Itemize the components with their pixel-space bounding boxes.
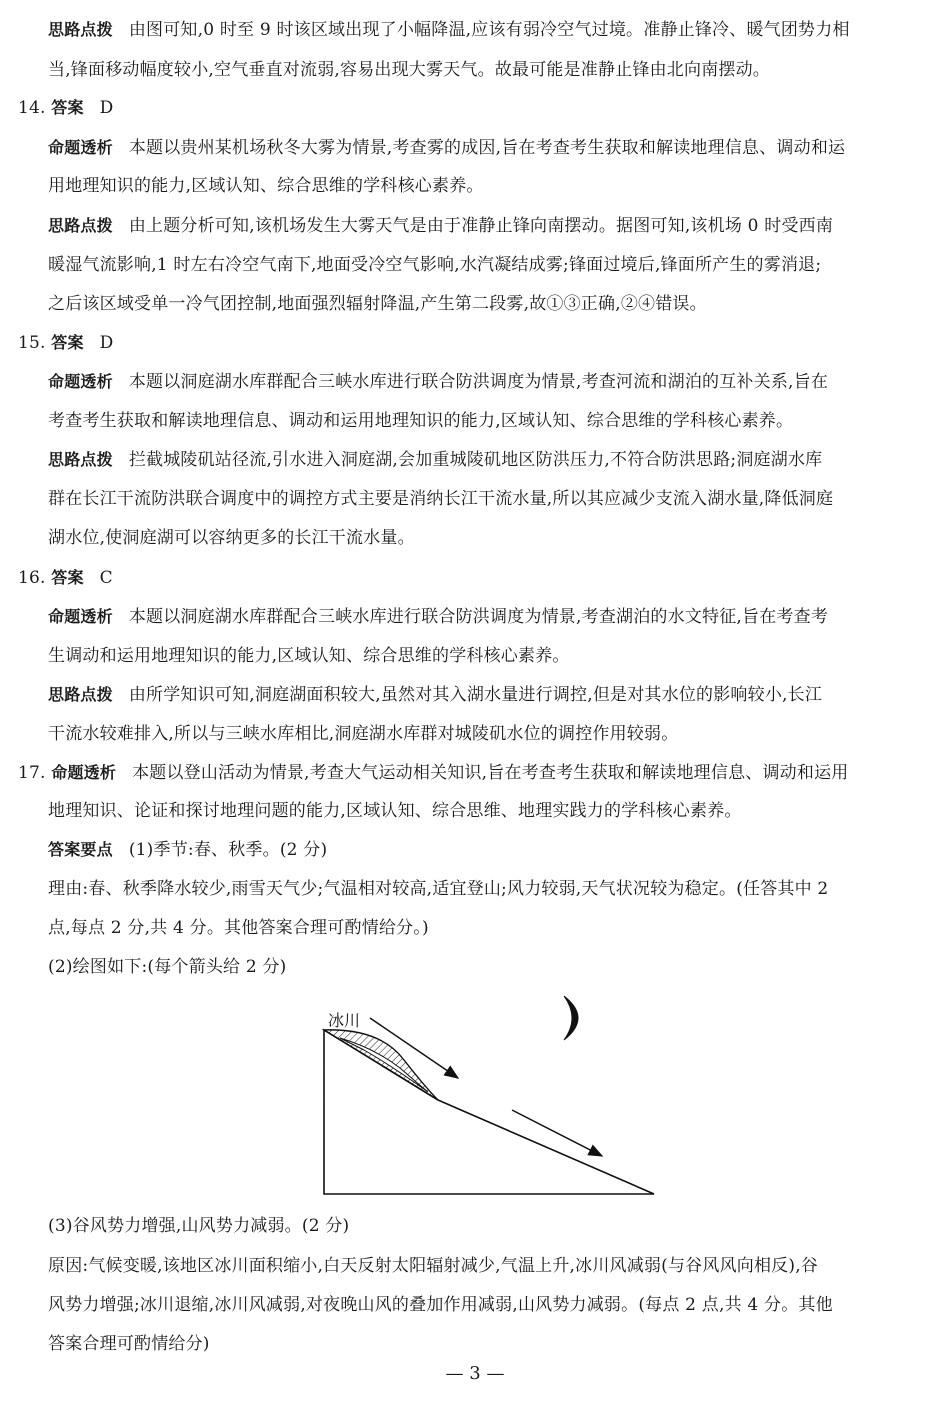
text-line [48,683,822,707]
text-line: 生调动和运用地理知识的能力,区域认知、综合思维的学科核心素养。 [48,646,570,666]
line-text: 本题以登山活动为情景,考查大气运动相关知识,旨在考查考生获取和解读地理信息、调动和运用 [132,763,849,783]
text-line [48,18,850,42]
question-number: 15. [18,333,46,353]
section-label: 思路点拨 [48,450,113,469]
text-line: 考查考生获取和解读地理信息、调动和运用地理知识的能力,区域认知、综合思维的学科核心素养。 [48,411,794,431]
moon-icon [564,996,578,1040]
page-number: — 3 — [445,1363,505,1384]
section-label: 思路点拨 [48,216,113,235]
answer-value: D [99,333,114,353]
text-line [48,214,833,238]
line-text: 拦截城陵矶站径流,引水进入洞庭湖,会加重城陵矶地区防洪压力,不符合防洪思路;洞庭湖水库 [128,450,823,470]
mountain-wind-arrow [512,1110,602,1156]
section-label: 命题透析 [48,372,113,391]
text-line: 风势力增强;冰川退缩,冰川风减弱,对夜晚山风的叠加作用减弱,山风势力减弱。(每点 2 点,共 4 分。其他 [48,1295,833,1315]
text-line [48,448,822,472]
text-line: 暖湿气流影响,1 时左右冷空气南下,地面受冷空气影响,水汽凝结成雾;锋面过境后,锋面所产生的雾消退; [48,255,822,275]
text-line: 理由:春、秋季降水较少,雨雪天气少;气温相对较高,适宜登山;风力较弱,天气状况较为稳定。(任答其中 2 [48,879,829,899]
answer-value: C [99,568,113,588]
text-line: 当,锋面移动幅度较小,空气垂直对流弱,容易出现大雾天气。故最可能是准静止锋由北向南摆动。 [48,60,771,80]
text-line [48,370,828,394]
text-line: 原因:气候变暖,该地区冰川面积缩小,白天反射太阳辐射减少,气温上升,冰川风减弱(与谷风风向相反),谷 [48,1256,819,1276]
line-text: 由图可知,0 时至 9 时该区域出现了小幅降温,应该有弱冷空气过境。准静止锋冷、暖气团势力相 [128,20,850,40]
answer-line [18,566,113,590]
line-text: 本题以贵州某机场秋冬大雾为情景,考查雾的成因,旨在考查考生获取和解读地理信息、调动和运 [128,138,846,158]
line-text: 本题以洞庭湖水库群配合三峡水库进行联合防洪调度为情景,考查湖泊的水文特征,旨在考查考 [128,607,829,627]
section-label: 命题透析 [48,138,113,157]
text-line [48,605,828,629]
text-line: (2)绘图如下:(每个箭头给 2 分) [48,957,287,977]
answer-label: 答案 [51,568,84,587]
text-line: 湖水位,使洞庭湖可以容纳更多的长江干流水量。 [48,528,415,548]
text-line: (3)谷风势力增强,山风势力减弱。(2 分) [48,1216,350,1236]
text-line: 群在长江干流防洪联合调度中的调控方式主要是消纳长江干流水量,所以其应减少支流入湖水量,降低洞庭 [48,489,834,509]
text-line [48,838,327,862]
text-line: 点,每点 2 分,共 4 分。其他答案合理可酌情给分。) [48,918,429,938]
section-label: 思路点拨 [48,20,113,39]
text-line: 用地理知识的能力,区域认知、综合思维的学科核心素养。 [48,176,484,196]
text-line: 之后该区域受单一冷气团控制,地面强烈辐射降温,产生第二段雾,故①③正确,②④错误。 [48,294,707,314]
line-text: 由所学知识可知,洞庭湖面积较大,虽然对其入湖水量进行调控,但是对其水位的影响较小,长江 [128,685,823,705]
glacier-wind-diagram [310,988,670,1200]
text-line: 答案合理可酌情给分) [48,1334,210,1354]
section-label: 命题透析 [48,607,113,626]
question-number: 17. [18,763,46,783]
text-line [48,136,845,160]
answer-label: 答案 [51,333,84,352]
answer-value: D [99,98,114,118]
question-number: 14. [18,98,46,118]
question-number: 16. [18,568,46,588]
answer-label: 答案 [51,98,84,117]
line-text: 由上题分析可知,该机场发生大雾天气是由于准静止锋向南摆动。据图可知,该机场 0 时受西南 [128,216,834,236]
answer-line [18,331,114,355]
line-text: (1)季节:春、秋季。(2 分) [128,840,328,860]
answer-line [18,96,114,120]
glacier-shape [324,1030,438,1100]
text-line [18,761,848,785]
glacier-label: 冰川 [328,1011,361,1030]
section-label: 命题透析 [51,763,117,782]
text-line: 地理知识、论证和探讨地理问题的能力,区域认知、综合思维、地理实践力的学科核心素养。 [48,801,742,821]
section-label: 思路点拨 [48,685,113,704]
text-line: 干流水较难排入,所以与三峡水库相比,洞庭湖水库群对城陵矶水位的调控作用较弱。 [48,724,679,744]
line-text: 本题以洞庭湖水库群配合三峡水库进行联合防洪调度为情景,考查河流和湖泊的互补关系,旨在 [128,372,829,392]
section-label: 答案要点 [48,840,113,859]
